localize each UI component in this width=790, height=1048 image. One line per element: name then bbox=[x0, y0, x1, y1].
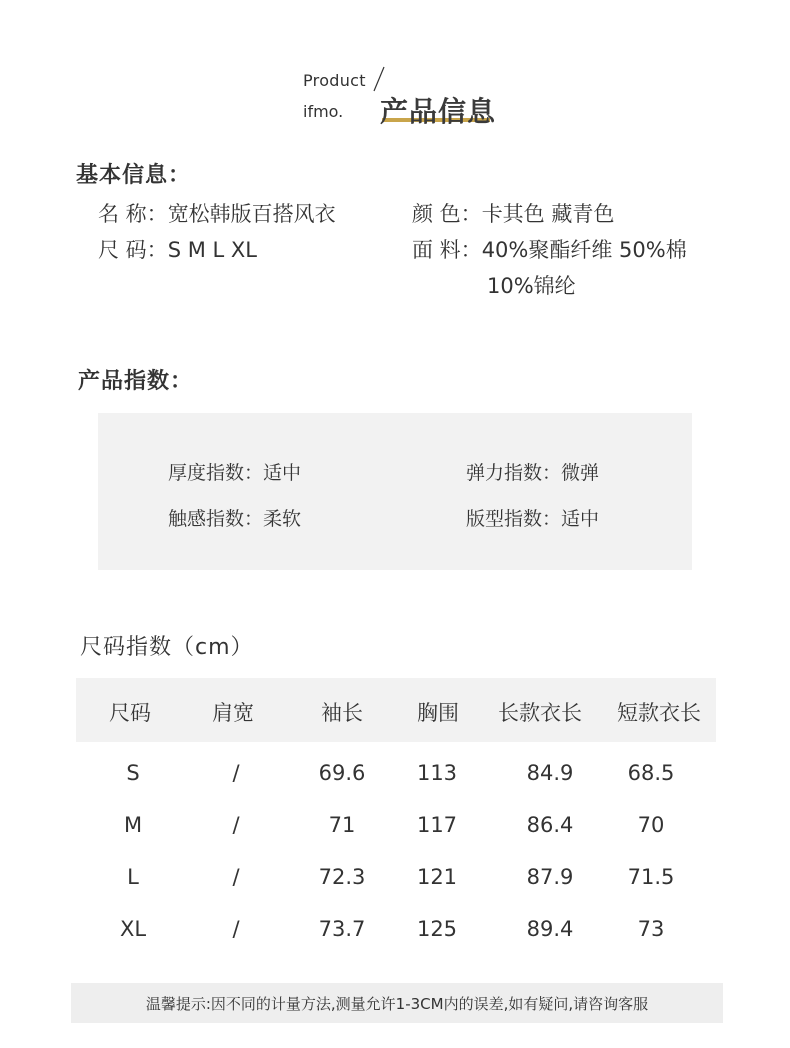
table-cell: S bbox=[126, 761, 140, 785]
table-cell: / bbox=[232, 865, 240, 889]
table-header-cell: 尺码 bbox=[109, 701, 151, 725]
index-item-fit bbox=[466, 504, 599, 531]
page-title: 产品信息 bbox=[380, 95, 497, 128]
name-value: 宽松韩版百搭风衣 bbox=[167, 202, 336, 226]
index-item-thickness bbox=[168, 458, 301, 485]
index-panel bbox=[98, 413, 692, 570]
product-index-heading: 产品指数： bbox=[78, 369, 194, 394]
size-row bbox=[98, 234, 257, 264]
material-label: 面 料： bbox=[412, 238, 482, 262]
color-value: 卡其色 藏青色 bbox=[481, 202, 615, 226]
size-table-heading: 尺码指数（cm） bbox=[80, 635, 254, 660]
index-item-touch bbox=[168, 504, 301, 531]
table-cell: / bbox=[232, 761, 240, 785]
table-cell: 84.9 bbox=[526, 761, 574, 785]
material-value-line1: 40%聚酯纤维 50%棉 bbox=[481, 238, 687, 262]
index-label: 触感指数： bbox=[168, 508, 264, 530]
table-cell: / bbox=[232, 813, 240, 837]
table-header-cell: 袖长 bbox=[321, 701, 363, 725]
table-cell: 73.7 bbox=[318, 917, 366, 941]
table-cell: 73 bbox=[637, 917, 665, 941]
slash-decoration bbox=[372, 66, 386, 92]
table-cell: 121 bbox=[416, 865, 458, 889]
table-header-cell: 短款衣长 bbox=[617, 701, 701, 725]
table-header-cell: 胸围 bbox=[417, 701, 459, 725]
index-value: 微弹 bbox=[561, 462, 600, 484]
index-item-elasticity bbox=[466, 458, 599, 485]
table-cell: XL bbox=[119, 917, 147, 941]
index-label: 厚度指数： bbox=[168, 462, 264, 484]
brand-text-ifmo: ifmo. bbox=[303, 102, 344, 121]
notice-text: 温馨提示:因不同的计量方法,测量允许1-3CM内的误差,如有疑问,请咨询客服 bbox=[145, 995, 649, 1013]
name-row bbox=[98, 198, 336, 228]
size-label: 尺 码： bbox=[98, 238, 168, 262]
table-cell: 71.5 bbox=[627, 865, 675, 889]
table-header-cell: 长款衣长 bbox=[498, 701, 582, 725]
table-cell: 113 bbox=[416, 761, 458, 785]
index-value: 柔软 bbox=[263, 508, 302, 530]
table-cell: 86.4 bbox=[526, 813, 574, 837]
table-cell: 69.6 bbox=[318, 761, 366, 785]
table-cell: L bbox=[127, 865, 139, 889]
material-value-line2: 10%锦纶 bbox=[487, 274, 576, 298]
index-label: 弹力指数： bbox=[466, 462, 562, 484]
basic-info-heading: 基本信息： bbox=[76, 163, 192, 188]
table-header-cell: 肩宽 bbox=[212, 701, 254, 725]
table-cell: 72.3 bbox=[318, 865, 366, 889]
table-cell: 125 bbox=[416, 917, 458, 941]
brand-text-product: Product bbox=[303, 71, 366, 90]
size-value: S M L XL bbox=[167, 238, 257, 262]
table-cell: 68.5 bbox=[627, 761, 675, 785]
table-cell: M bbox=[123, 813, 143, 837]
table-cell: / bbox=[232, 917, 240, 941]
index-label: 版型指数： bbox=[466, 508, 562, 530]
material-row bbox=[412, 234, 687, 264]
table-cell: 71 bbox=[328, 813, 356, 837]
color-label: 颜 色： bbox=[412, 202, 482, 226]
color-row bbox=[412, 198, 614, 228]
table-cell: 89.4 bbox=[526, 917, 574, 941]
index-value: 适中 bbox=[561, 508, 600, 530]
table-cell: 70 bbox=[637, 813, 665, 837]
table-cell: 117 bbox=[416, 813, 458, 837]
table-cell: 87.9 bbox=[526, 865, 574, 889]
name-label: 名 称： bbox=[98, 202, 168, 226]
index-value: 适中 bbox=[263, 462, 302, 484]
